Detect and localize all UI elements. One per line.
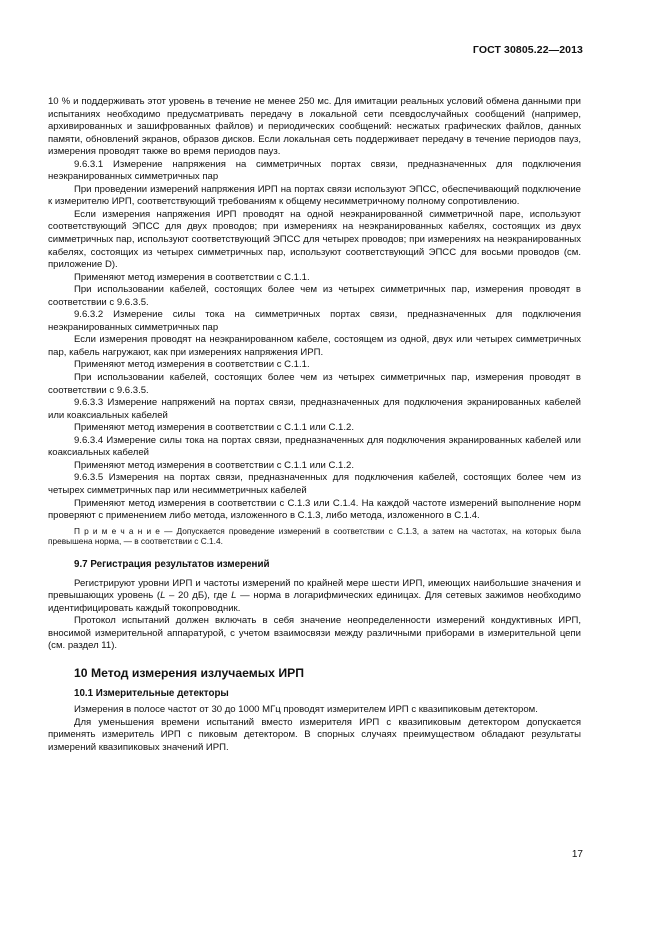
- paragraph: Регистрируют уровни ИРП и частоты измерений по крайней мере шести ИРП, имеющих наибольшие значения и превышающих уровень (L – 20 дБ), где L — норма в логарифмических единицах. Для сетевых зажимов необходимо идентифицировать каждый токопроводник.: [48, 577, 581, 614]
- paragraph: При проведении измерений напряжения ИРП на портах связи используют ЭПСС, обеспечивающий подключение к измерителю ИРП, соответствующий требованиям к общему несимметричному полному сопротивлению.: [48, 183, 581, 208]
- paragraph: Применяют метод измерения в соответствии с С.1.1.: [74, 271, 310, 283]
- paragraph: Применяют метод измерения в соответствии с С.1.3 или С.1.4. На каждой частоте измерений выполнение норм проверяют с применением либо метода, изложенного в С.1.3, либо метода, изложенного в С.1.4.: [48, 497, 581, 522]
- paragraph: При использовании кабелей, состоящих более чем из четырех симметричных пар, измерения проводят в соответствии с 9.6.3.5.: [48, 284, 581, 308]
- paragraph: Применяют метод измерения в соответствии с С.1.1 или С.1.2.: [74, 422, 354, 434]
- subsection-9-6-3-3-title: 9.6.3.3 Измерение напряжений на портах связи, предназначенных для подключения экранированных кабелей или коаксиальных кабелей: [48, 397, 581, 421]
- section-10-heading: 10 Метод измерения излучаемых ИРП: [74, 666, 304, 681]
- page-number: 17: [571, 849, 583, 860]
- section-9-7-heading: 9.7 Регистрация результатов измерений: [74, 559, 270, 571]
- document-header-id: ГОСТ 30805.22—2013: [472, 44, 583, 56]
- note-text: — Допускается проведение измерений в соответствии с С.1.3, а затем на частотах, на которых была превышена норма, — в соответствии с С.1.4.: [48, 525, 581, 547]
- paragraph-continuation: 10 % и поддерживать этот уровень в течение не менее 250 мс. Для имитации реальных условий обмена данными при испытаниях необходимо предусматривать передачу в локальной сети псевдослучайных сообщений (например, архивированных и зашифрованных файлов) и периодических сообщений: несжатых графических файлов, данных памяти, обновлений экранов, образов дисков. Если локальная сеть поддерживает передачу в течение периодов пауз, измерения проводят также во время периодов пауз.: [48, 96, 581, 158]
- note: [48, 526, 581, 548]
- subsection-9-6-3-1-title: 9.6.3.1 Измерение напряжения на симметричных портах связи, предназначенных для подключения неэкранированных симметричных пар: [48, 158, 581, 183]
- paragraph: Применяют метод измерения в соответствии с С.1.1.: [74, 359, 310, 371]
- section-10-1-heading: 10.1 Измерительные детекторы: [74, 687, 229, 699]
- paragraph: Применяют метод измерения в соответствии с С.1.1 или С.1.2.: [74, 459, 354, 471]
- paragraph: При использовании кабелей, состоящих более чем из четырех симметричных пар, измерения проводят в соответствии с 9.6.3.5.: [48, 372, 581, 396]
- paragraph: Если измерения проводят на неэкранированном кабеле, состоящем из одной, двух или четырех симметричных пар, кабель нагружают, как при измерениях напряжения ИРП.: [48, 334, 581, 358]
- subsection-9-6-3-2-title: 9.6.3.2 Измерение силы тока на симметричных портах связи, предназначенных для подключения неэкранированных симметричных пар: [48, 309, 581, 333]
- subsection-9-6-3-5-title: 9.6.3.5 Измерения на портах связи, предназначенных для подключения кабелей, состоящих более чем из четырех симметричных пар или несимметричных кабелей: [48, 472, 581, 496]
- paragraph: Если измерения напряжения ИРП проводят на одной неэкранированной симметричной паре, используют соответствующий ЭПСС для двух проводов; при измерениях на неэкранированных кабелях, состоящих из двух симметричных пар, используют соответствующий ЭПСС для четырех проводов; при измерениях на неэкранированных кабелях, состоящих из четырех симметричных пар, используют соответствующий ЭПСС для восьми проводов (см. приложение D).: [48, 208, 581, 271]
- paragraph: Протокол испытаний должен включать в себя значение неопределенности измерений кондуктивных ИРП, вносимой измерительной аппаратурой, с учетом взаимосвязи между различными приборами в измерительной цепи (см. раздел 11).: [48, 615, 581, 652]
- note-label: П р и м е ч а н и е: [74, 525, 160, 536]
- subsection-9-6-3-4-title: 9.6.3.4 Измерение силы тока на портах связи, предназначенных для подключения экранированных кабелей или коаксиальных кабелей: [48, 434, 581, 459]
- paragraph: Измерения в полосе частот от 30 до 1000 МГц проводят измерителем ИРП с квазипиковым детектором.: [74, 704, 538, 716]
- page-content: [48, 96, 581, 754]
- paragraph: Для уменьшения времени испытаний вместо измерителя ИРП с квазипиковым детектором допускается применять измеритель ИРП с пиковым детектором. В спорных случаях преимуществом обладают результаты измерений квазипиковых значений ИРП.: [48, 716, 581, 753]
